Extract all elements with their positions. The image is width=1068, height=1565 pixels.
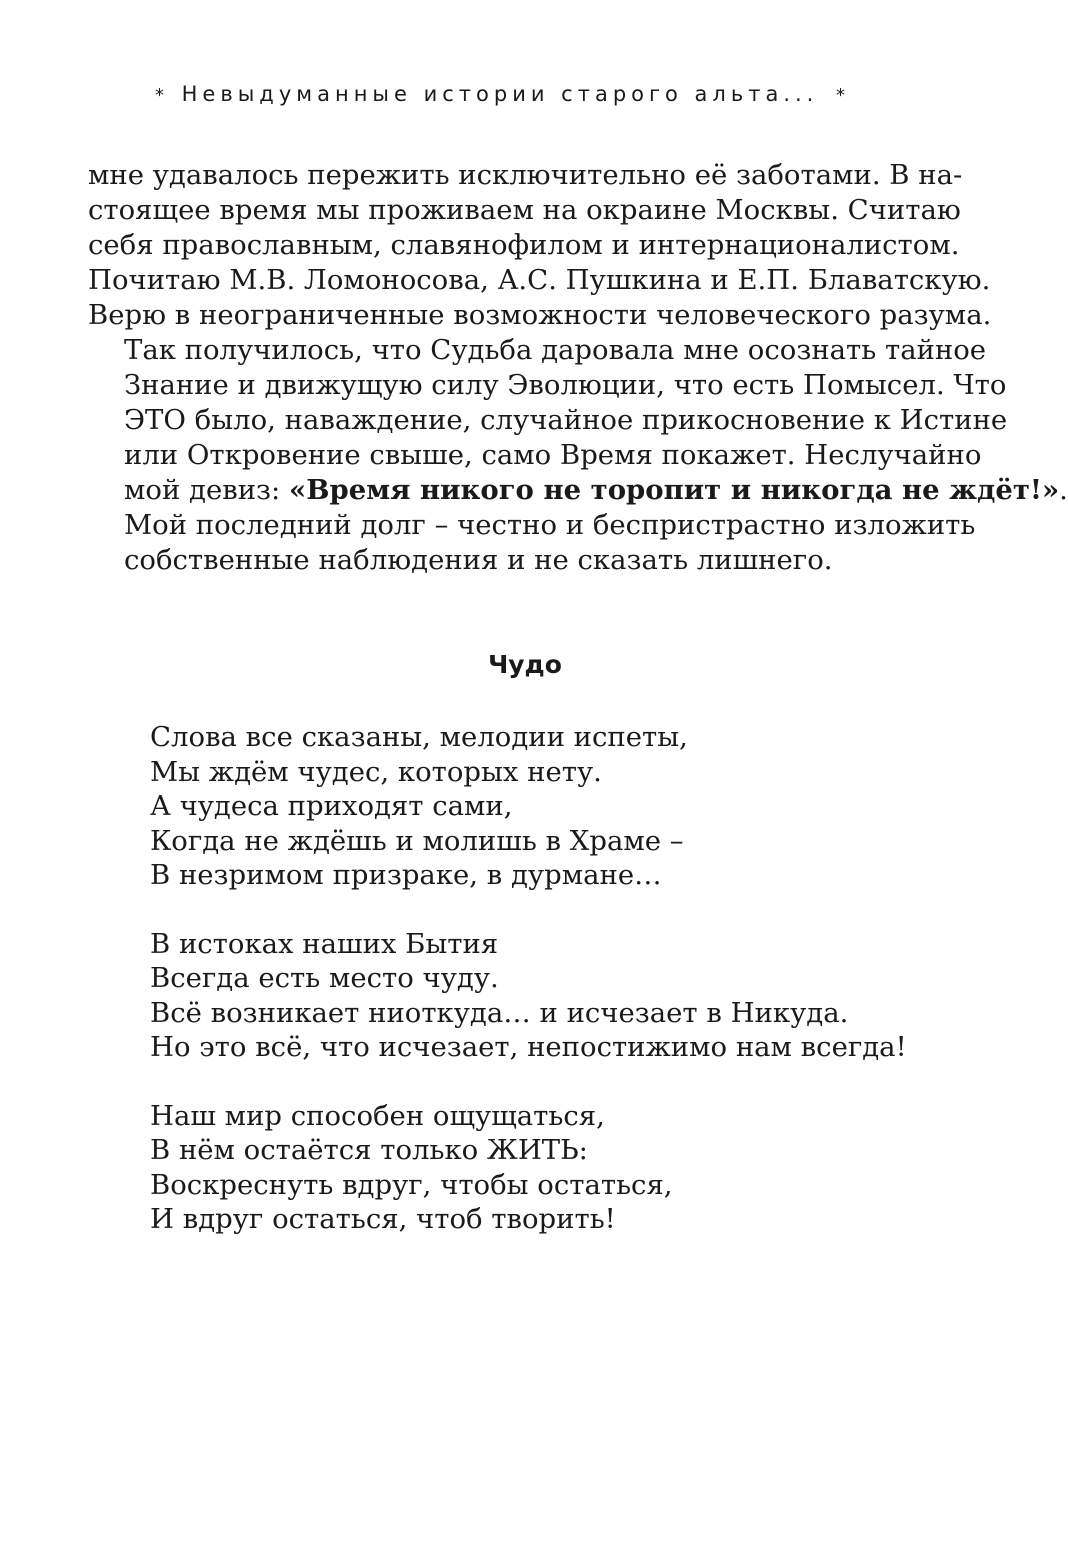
text-line: Знание и движущую силу Эволюции, что есть Помысел. Что — [124, 369, 1007, 401]
text-line: Так получилось, что Судьба даровала мне осознать тайное — [124, 334, 987, 366]
text-line: собственные наблюдения и не сказать лишнего. — [124, 544, 833, 576]
running-head — [0, 82, 1000, 106]
poem-verse: Всегда есть место чуду. — [150, 962, 499, 994]
motto-prefix: мой девиз: — [124, 474, 290, 506]
poem-verse: Когда не ждёшь и молишь в Храме – — [150, 824, 684, 857]
running-head-star-right: * — [836, 85, 846, 106]
text-line: мне удавалось пережить исключительно её заботами. В на- — [88, 159, 963, 191]
poem-verse: В незримом призраке, в дурмане… — [150, 859, 662, 891]
poem-stanza-2 — [150, 927, 950, 1065]
poem-verse: Слова все сказаны, мелодии испеты, — [150, 721, 688, 753]
text-line: или Откровение свыше, само Время покажет. Неслучайно — [124, 439, 982, 471]
motto-line — [88, 473, 1068, 508]
running-head-title: Невыдуманные истории старого альта... — [181, 82, 819, 106]
poem — [150, 720, 950, 1271]
prose-block — [88, 158, 1068, 578]
motto-suffix: . — [1059, 474, 1068, 506]
poem-verse: Но это всё, что исчезает, непостижимо нам всегда! — [150, 1031, 907, 1063]
poem-verse: Всё возникает ниоткуда… и исчезает в Никуда. — [150, 996, 849, 1029]
text-line: Почитаю М.В. Ломоносова, А.С. Пушкина и Е.П. Блаватскую. — [88, 264, 991, 296]
poem-stanza-3 — [150, 1099, 950, 1237]
motto-text: «Время никого не торопит и никогда не ждёт!» — [289, 474, 1060, 506]
text-line: ЭТО было, наваждение, случайное прикосновение к Истине — [124, 404, 1008, 436]
text-line: Верю в неограниченные возможности человеческого разума. — [88, 299, 992, 331]
text-line: Мой последний долг – честно и беспристрастно изложить — [124, 509, 976, 541]
poem-verse: Мы ждём чудес, которых нету. — [150, 755, 602, 788]
poem-verse: Воскреснуть вдруг, чтобы остаться, — [150, 1168, 673, 1201]
poem-verse: И вдруг остаться, чтоб творить! — [150, 1203, 616, 1235]
paragraph-2 — [88, 333, 1068, 578]
poem-stanza-1 — [150, 720, 950, 893]
running-head-star-left: * — [154, 85, 164, 106]
poem-verse: В истоках наших Бытия — [150, 927, 499, 960]
text-line: себя православным, славянофилом и интернационалистом. — [88, 229, 960, 261]
poem-verse: А чудеса приходят сами, — [150, 790, 513, 822]
paragraph-1 — [88, 158, 992, 333]
text-line: стоящее время мы проживаем на окраине Москвы. Считаю — [88, 194, 961, 226]
poem-verse: Наш мир способен ощущаться, — [150, 1099, 605, 1132]
poem-verse: В нём остаётся только ЖИТЬ: — [150, 1134, 588, 1166]
poem-title: Чудо — [488, 650, 562, 679]
